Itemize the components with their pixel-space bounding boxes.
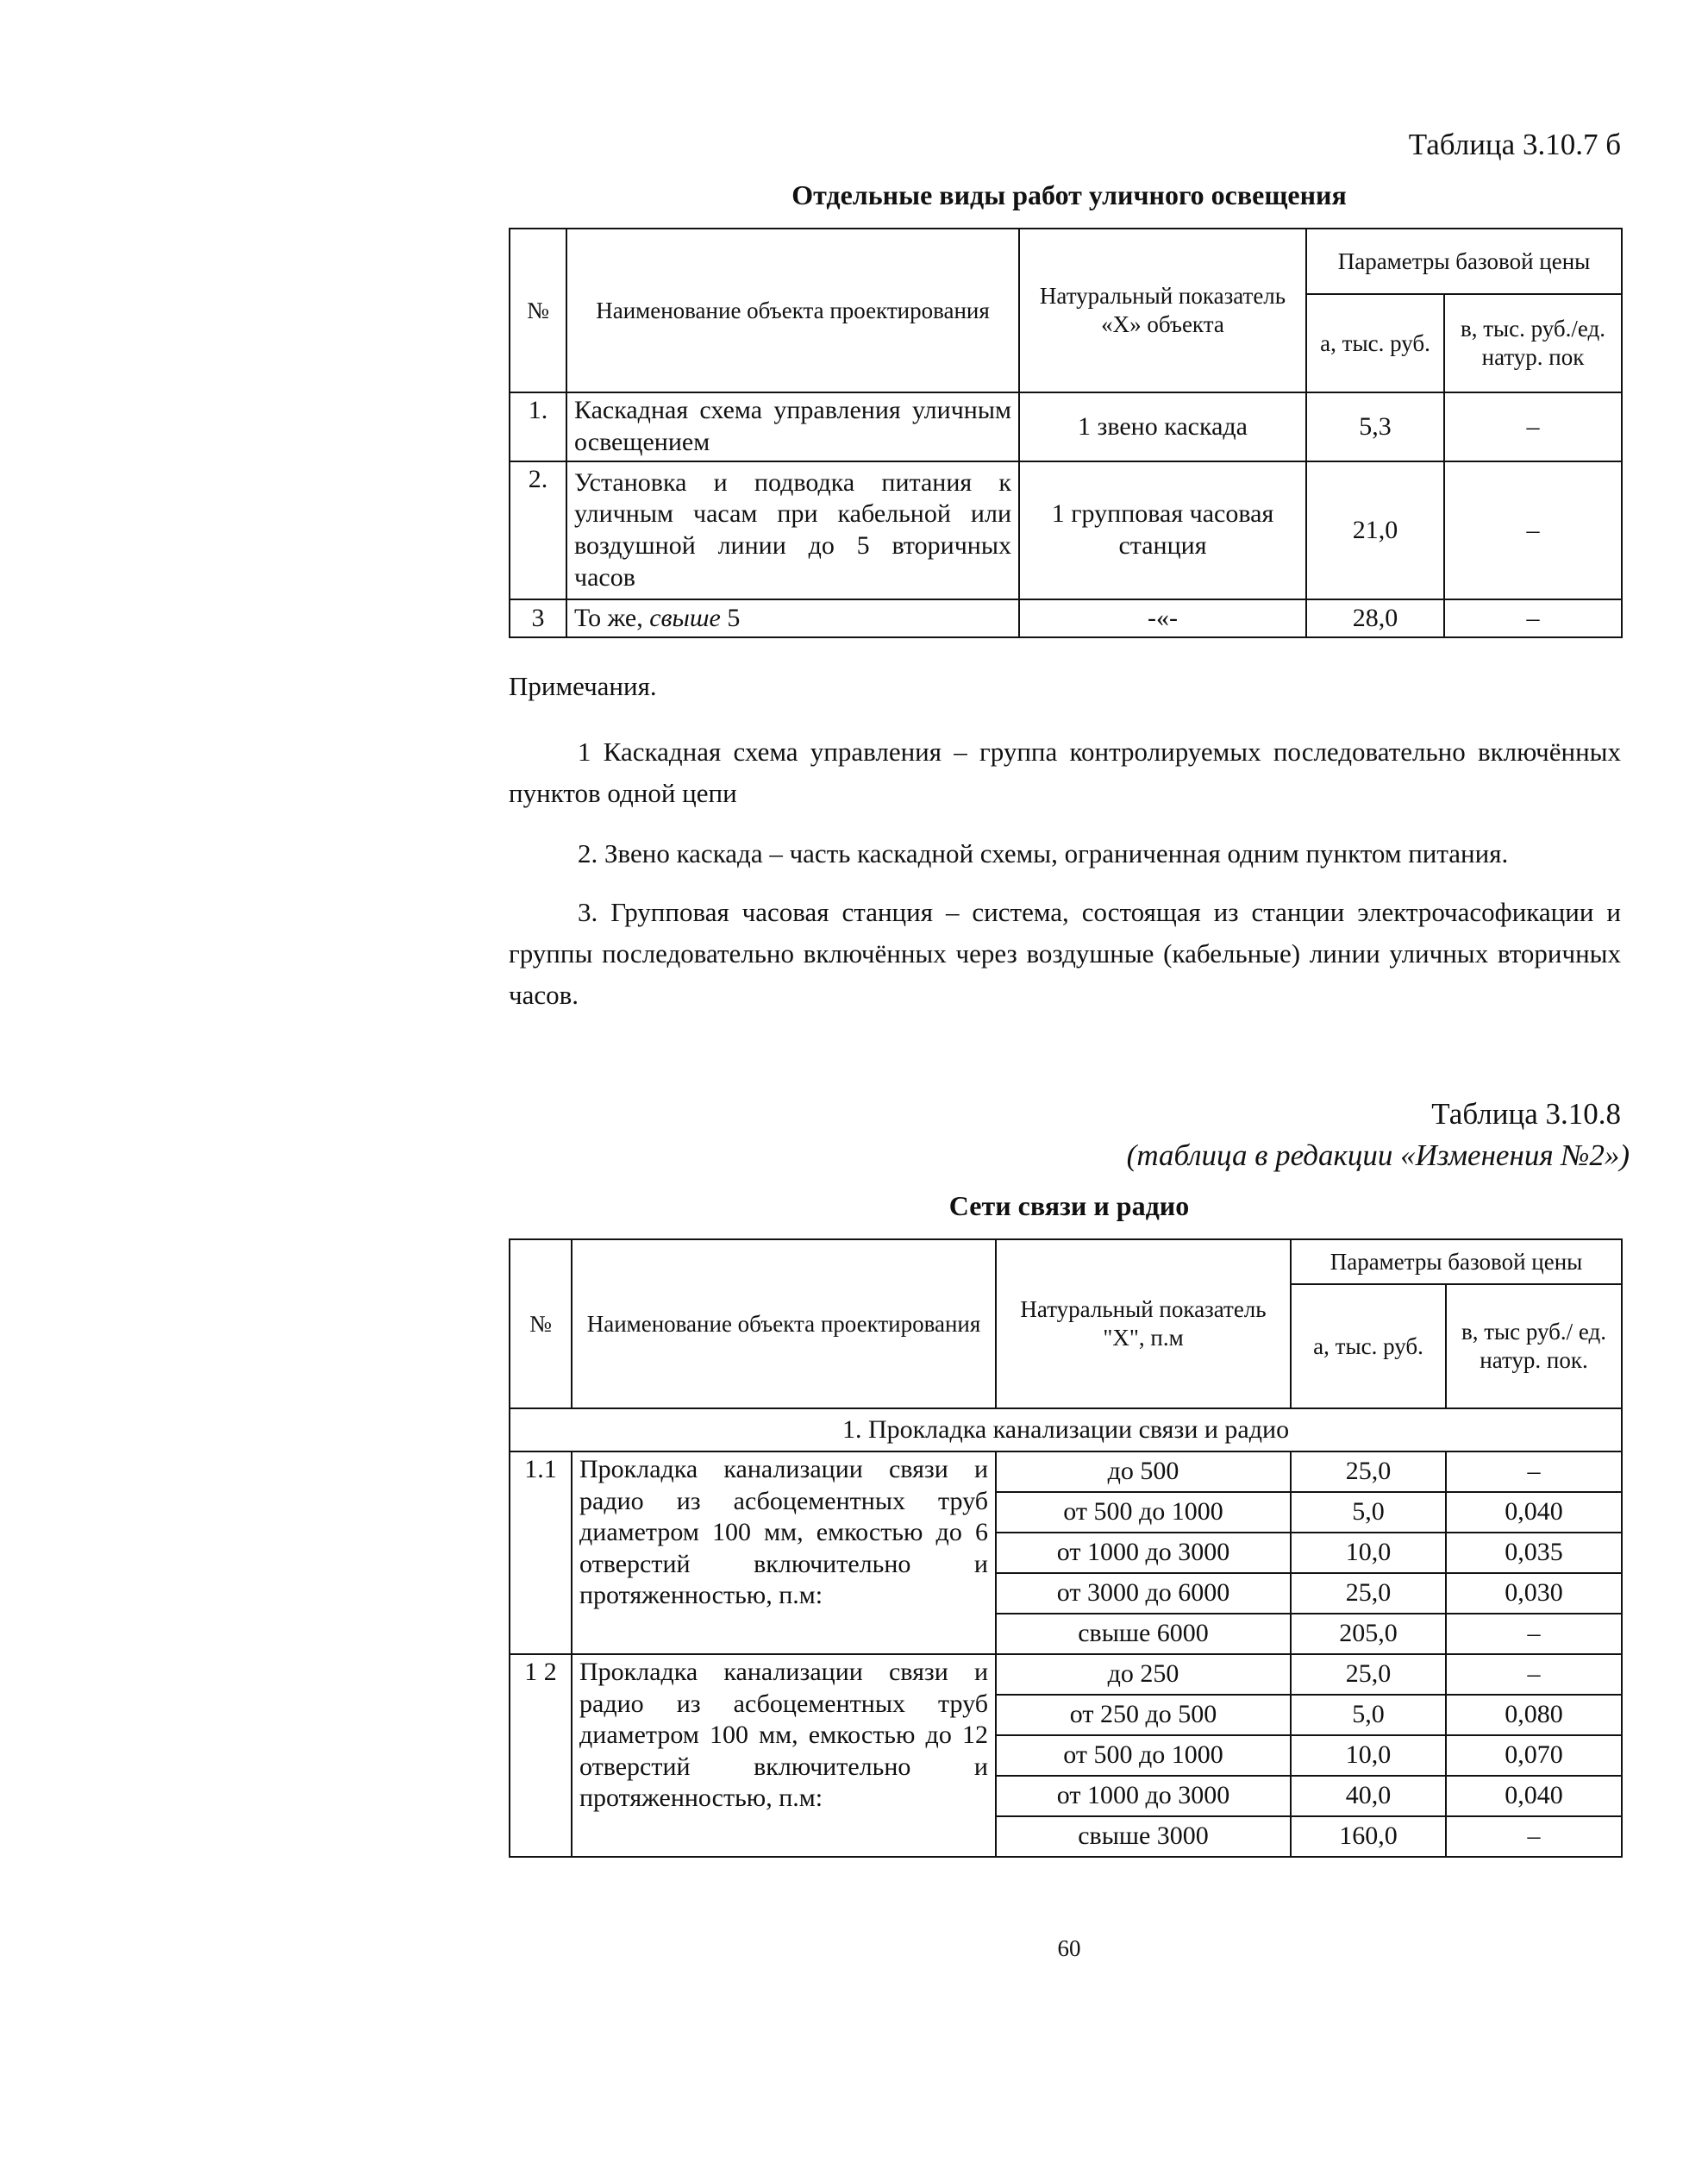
- table-1-header-num: №: [510, 229, 566, 392]
- table-row: [510, 392, 1622, 461]
- table-row: [510, 1451, 1622, 1492]
- table-2-number: Таблица 3.10.8: [1431, 1097, 1621, 1131]
- section-heading: 1. Прокладка канализации связи и радио: [510, 1408, 1622, 1451]
- price-b: –: [1444, 599, 1622, 637]
- price-a: 10,0: [1291, 1533, 1446, 1573]
- price-a: 5,0: [1291, 1695, 1446, 1735]
- table-2-title: Сети связи и радио: [948, 1190, 1190, 1221]
- price-b: 0,070: [1446, 1735, 1622, 1776]
- price-a: 25,0: [1291, 1451, 1446, 1492]
- notes-heading: Примечания.: [509, 671, 657, 701]
- natural-indicator: от 3000 до 6000: [996, 1573, 1291, 1614]
- price-b: –: [1446, 1614, 1622, 1654]
- price-a: 5,3: [1306, 392, 1444, 461]
- natural-indicator: от 1000 до 3000: [996, 1776, 1291, 1816]
- price-b: 0,040: [1446, 1492, 1622, 1533]
- price-b: –: [1444, 461, 1622, 599]
- table-2-header-num: №: [510, 1239, 572, 1408]
- row-number: 1 2: [510, 1654, 572, 1857]
- object-name: Установка и подводка питания к уличным часам при кабельной или воздушной линии до 5 вторичных часов: [566, 461, 1019, 599]
- row-number: 2.: [510, 461, 566, 599]
- price-b: 0,035: [1446, 1533, 1622, 1573]
- table-2-header-params: Параметры базовой цены: [1291, 1239, 1622, 1284]
- table-2: [509, 1238, 1623, 1858]
- table-2-caption: (таблица в редакции «Изменения №2»): [1126, 1138, 1630, 1172]
- price-b: 0,030: [1446, 1573, 1622, 1614]
- price-a: 160,0: [1291, 1816, 1446, 1857]
- page-number: 60: [1057, 1935, 1081, 1961]
- table-1: [509, 228, 1623, 638]
- table-2-header-a: а, тыс. руб.: [1291, 1284, 1446, 1408]
- price-b: 0,040: [1446, 1776, 1622, 1816]
- price-a: 205,0: [1291, 1614, 1446, 1654]
- natural-indicator: от 250 до 500: [996, 1695, 1291, 1735]
- price-a: 40,0: [1291, 1776, 1446, 1816]
- price-a: 21,0: [1306, 461, 1444, 599]
- price-b: 0,080: [1446, 1695, 1622, 1735]
- price-b: –: [1446, 1451, 1622, 1492]
- note-3: 3. Групповая часовая станция – система, состоящая из станции электрочасофикации и группы последовательно включённых через воздушные (кабельные) линии уличных вторичных часов.: [509, 897, 1621, 1010]
- object-name: Прокладка канализации связи и радио из асбоцементных труб диаметром 100 мм, емкостью до 6 отверстий включительно и протяженностью, п.м:: [572, 1451, 996, 1654]
- natural-indicator: до 500: [996, 1451, 1291, 1492]
- natural-indicator: свыше 6000: [996, 1614, 1291, 1654]
- table-row: [510, 599, 1622, 637]
- natural-indicator: 1 звено каскада: [1019, 392, 1306, 461]
- natural-indicator: от 1000 до 3000: [996, 1533, 1291, 1573]
- price-a: 25,0: [1291, 1654, 1446, 1695]
- price-a: 5,0: [1291, 1492, 1446, 1533]
- table-1-number: Таблица 3.10.7 б: [1408, 128, 1621, 161]
- table-1-header-indicator: Натуральный показатель «Х» объекта: [1019, 229, 1306, 392]
- natural-indicator: -«-: [1019, 599, 1306, 637]
- natural-indicator: от 500 до 1000: [996, 1735, 1291, 1776]
- price-b: –: [1446, 1654, 1622, 1695]
- table-1-header-b: в, тыс. руб./ед. натур. пок: [1444, 294, 1622, 392]
- row-number: 1.: [510, 392, 566, 461]
- table-2-header-name: Наименование объекта проектирования: [572, 1239, 996, 1408]
- row-number: 1.1: [510, 1451, 572, 1654]
- natural-indicator: свыше 3000: [996, 1816, 1291, 1857]
- price-b: –: [1446, 1816, 1622, 1857]
- row-number: 3: [510, 599, 566, 637]
- natural-indicator: 1 групповая часовая станция: [1019, 461, 1306, 599]
- price-b: –: [1444, 392, 1622, 461]
- table-2-header-b: в, тыс руб./ ед. натур. пок.: [1446, 1284, 1622, 1408]
- natural-indicator: до 250: [996, 1654, 1291, 1695]
- price-a: 28,0: [1306, 599, 1444, 637]
- table-row: [510, 1654, 1622, 1695]
- table-row: [510, 461, 1622, 599]
- object-name: Каскадная схема управления уличным освещением: [566, 392, 1019, 461]
- price-a: 25,0: [1291, 1573, 1446, 1614]
- table-1-header-params: Параметры базовой цены: [1306, 229, 1622, 294]
- table-2-header-indicator: Натуральный показатель "Х", п.м: [996, 1239, 1291, 1408]
- note-2: 2. Звено каскада – часть каскадной схемы, ограниченная одним пунктом питания.: [578, 838, 1509, 868]
- price-a: 10,0: [1291, 1735, 1446, 1776]
- table-1-title: Отдельные виды работ уличного освещения: [791, 179, 1347, 210]
- table-1-header-name: Наименование объекта проектирования: [566, 229, 1019, 392]
- table-1-header-a: а, тыс. руб.: [1306, 294, 1444, 392]
- note-1: 1 Каскадная схема управления – группа контролируемых последовательно включённых пунктов одной цепи: [509, 737, 1621, 808]
- natural-indicator: от 500 до 1000: [996, 1492, 1291, 1533]
- object-name: То же, свыше 5: [566, 599, 1019, 637]
- object-name: Прокладка канализации связи и радио из асбоцементных труб диаметром 100 мм, емкостью до 12 отверстий включительно и протяженностью, п.м:: [572, 1654, 996, 1857]
